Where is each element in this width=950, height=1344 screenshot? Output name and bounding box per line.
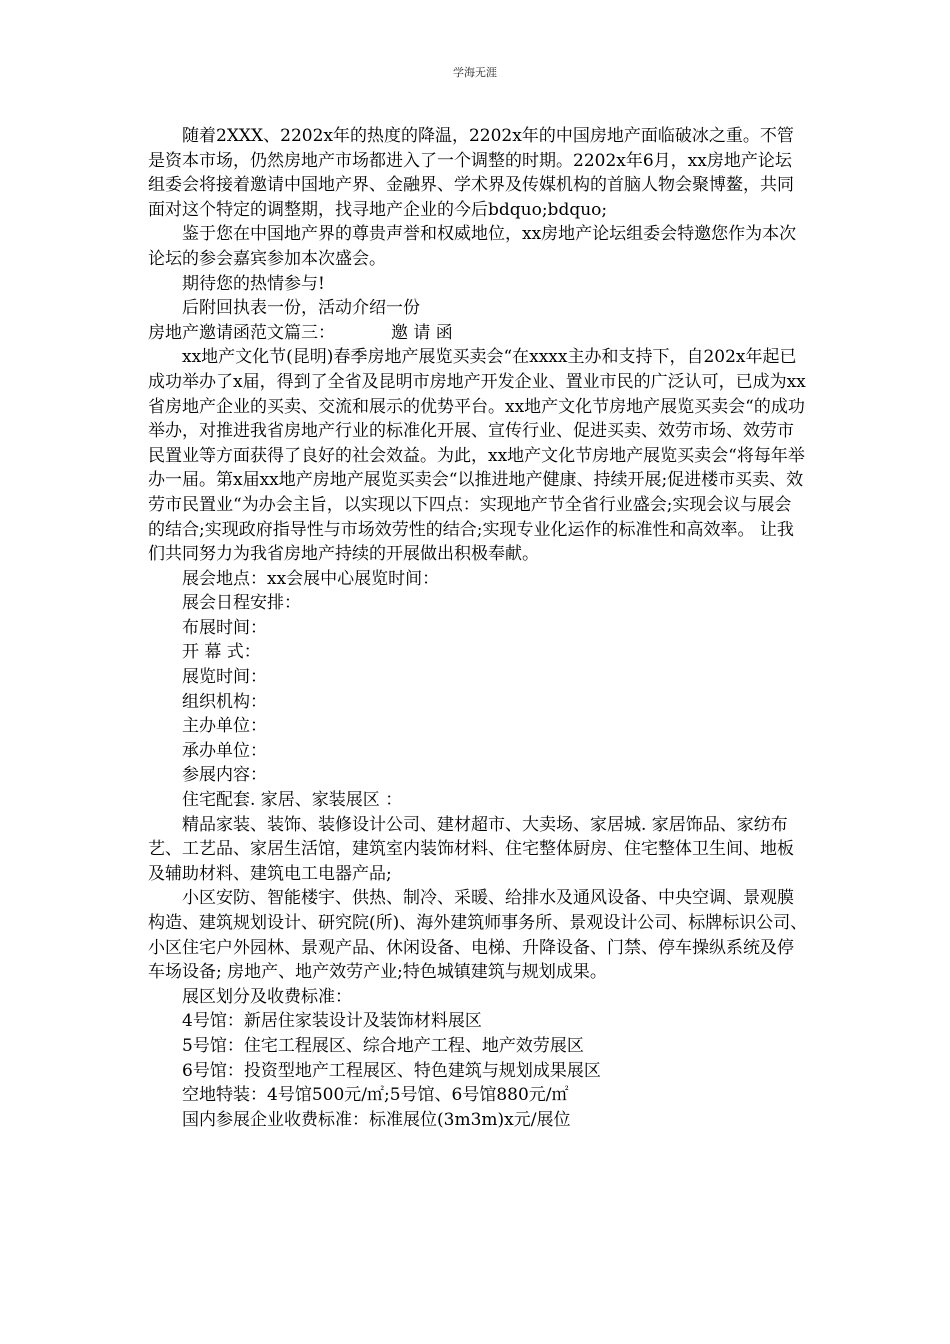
document-body	[148, 124, 808, 1132]
paragraph-invitation: 鉴于您在中国地产界的尊贵声誉和权威地位，xx房地产论坛组委会特邀您作为本次论坛的参会嘉宾参加本次盛会。	[148, 224, 797, 269]
list-item: 组织机构：	[182, 691, 267, 712]
list-item: 国内参展企业收费标准：标准展位(3m3m)x元/展位	[182, 1109, 571, 1130]
list-item: 布展时间：	[182, 617, 267, 638]
paragraph-expectation: 期待您的热情参与!	[182, 273, 325, 294]
list-item: 6号馆：投资型地产工程展区、特色建筑与规划成果展区	[182, 1060, 601, 1081]
paragraph-attachments: 后附回执表一份，活动介绍一份	[182, 298, 420, 319]
section-title	[148, 321, 808, 346]
section-title-right: 邀 请 函	[391, 322, 453, 343]
page-header: 学海无涯	[453, 66, 497, 79]
paragraph-community-products: 小区安防、智能楼宇、供热、制冷、采暖、给排水及通风设备、中央空调、景观膜构造、建筑规划设计、研究院(所)、海外建筑师事务所、景观设计公司、标牌标识公司、小区住宅户外园林、景观产品、休闲设备、电梯、升降设备、门禁、停车操纵系统及停车场设备; 房地产、地产效劳产业;特色城镇建筑与规划成果。	[148, 888, 808, 983]
list-item: 展会日程安排：	[182, 593, 301, 614]
paragraph-home-products: 精品家装、装饰、装修设计公司、建材超市、大卖场、家居城. 家居饰品、家纺布艺、工艺品、家居生活馆，建筑室内装饰材料、住宅整体厨房、住宅整体卫生间、地板及辅助材料、建筑电工电器产品;	[148, 814, 794, 884]
list-item: 展区划分及收费标准：	[182, 986, 352, 1007]
paragraph-expo-intro: xx地产文化节(昆明)春季房地产展览买卖会“在xxxx主办和支持下，自202x年起已成功举办了x届，得到了全省及昆明市房地产开发企业、置业市民的广泛认可，已成为xx省房地产企业的买卖、交流和展示的优势平台。xx地产文化节房地产展览买卖会“的成功举办，对推进我省房地产行业的标准化开展、宣传行业、促进买卖、效劳市场、效劳市民置业等方面获得了良好的社会效益。为此，xx地产文化节房地产展览买卖会“将每年举办一届。第x届xx地产房地产展览买卖会“以推进地产健康、持续开展;促进楼市买卖、效劳市民置业“为办会主旨，以实现以下四点：实现地产节全省行业盛会;实现会议与展会的结合;实现政府指导性与市场效劳性的结合;实现专业化运作的标准性和高效率。 让我们共同努力为我省房地产持续的开展做出积极奉献。	[148, 347, 806, 565]
list-item: 开 幕 式：	[182, 642, 261, 663]
list-item: 4号馆：新居住家装设计及装饰材料展区	[182, 1011, 482, 1032]
list-item: 主办单位：	[182, 716, 267, 737]
paragraph-intro: 随着2XXX、2202x年的热度的降温，2202x年的中国房地产面临破冰之重。不管是资本市场，仍然房地产市场都进入了一个调整的时期。2202x年6月，xx房地产论坛组委会将接着邀请中国地产界、金融界、学术界及传媒机构的首脑人物会聚博鳌，共同面对这个特定的调整期，找寻地产企业的今后bdquo;bdquo;	[148, 126, 794, 220]
list-item: 5号馆：住宅工程展区、综合地产工程、地产效劳展区	[182, 1035, 584, 1056]
list-item: 展览时间：	[182, 667, 267, 688]
list-item: 住宅配套. 家居、家装展区 ：	[182, 790, 403, 811]
list-item: 展会地点：xx会展中心展览时间：	[182, 568, 440, 589]
list-item: 空地特装：4号馆500元/㎡;5号馆、6号馆880元/㎡	[182, 1085, 569, 1106]
section-title-left: 房地产邀请函范文篇三：	[148, 322, 335, 343]
list-item: 承办单位：	[182, 740, 267, 761]
list-item: 参展内容：	[182, 765, 267, 786]
